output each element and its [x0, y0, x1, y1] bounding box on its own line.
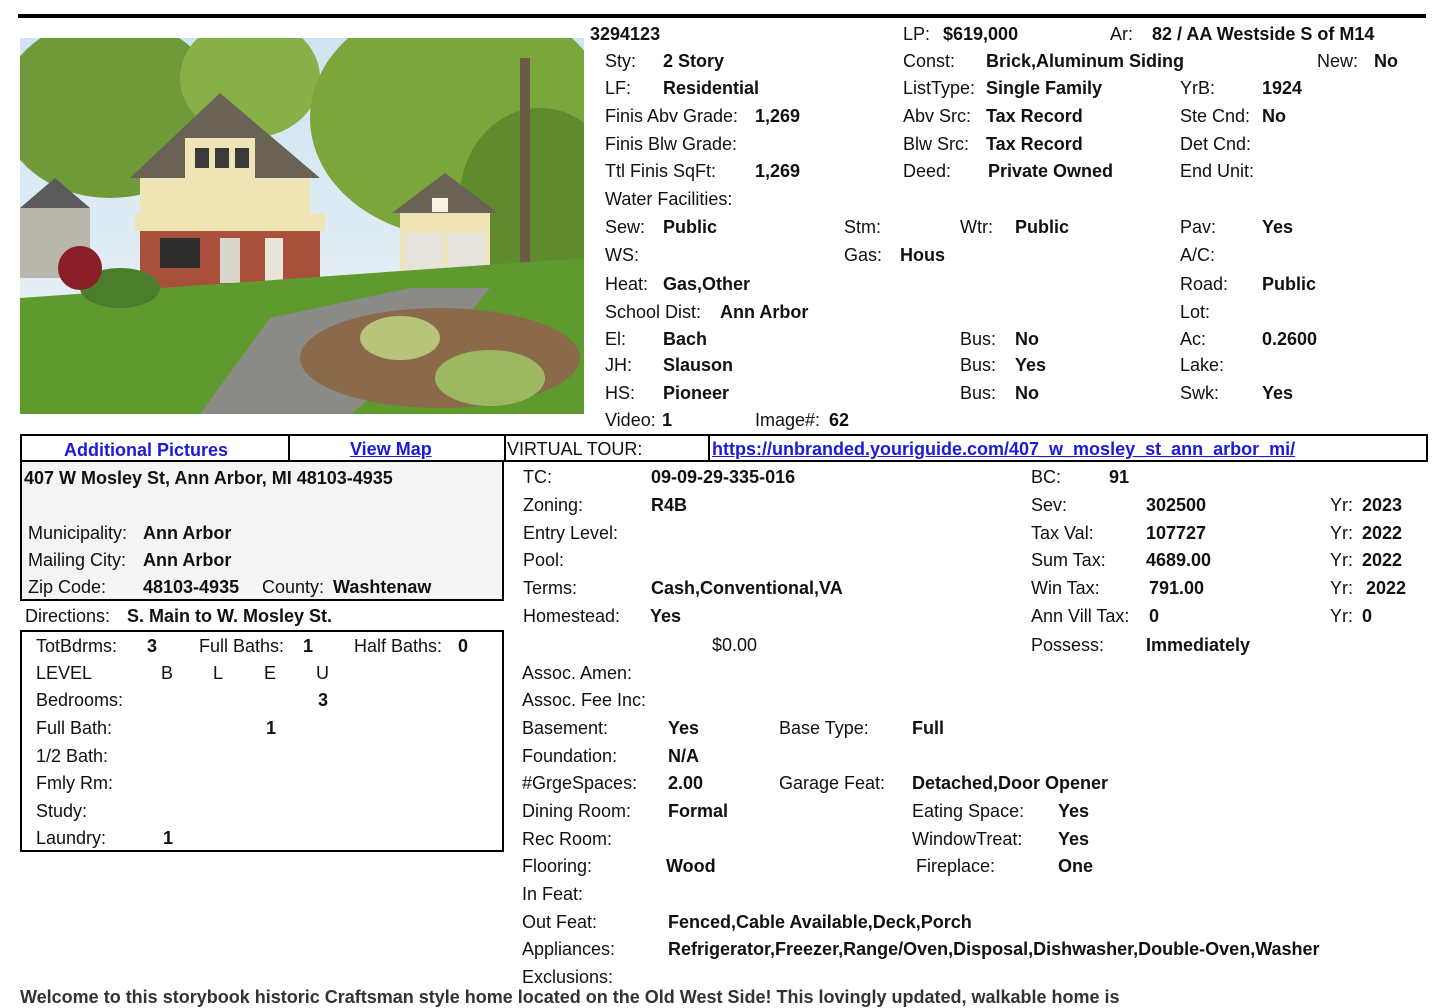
possess-value: Immediately	[1146, 635, 1251, 655]
basement-label: Basement:	[522, 718, 609, 738]
ar-label: Ar:	[1110, 24, 1134, 44]
tax-val-yr-value: 2022	[1362, 523, 1403, 543]
full-address: 407 W Mosley St, Ann Arbor, MI 48103-4935	[24, 468, 393, 488]
sev-value: 302500	[1146, 495, 1207, 515]
base-type-value: Full	[912, 718, 944, 738]
lf-label: LF:	[605, 78, 632, 98]
det-cnd-label: Det Cnd:	[1180, 134, 1252, 154]
halfbath-label: 1/2 Bath:	[36, 746, 109, 766]
zoning-label: Zoning:	[523, 495, 584, 515]
possess-label: Possess:	[1031, 635, 1105, 655]
end-unit-label: End Unit:	[1180, 161, 1255, 181]
bc-label: BC:	[1031, 467, 1062, 487]
win-tax-value: 791.00	[1149, 578, 1205, 598]
abv-src-value: Tax Record	[986, 106, 1083, 126]
yrb-label: YrB:	[1180, 78, 1216, 98]
sum-tax-value: 4689.00	[1146, 550, 1212, 570]
stm-label: Stm:	[844, 217, 882, 237]
fireplace-value: One	[1058, 856, 1094, 876]
finis-abv-value: 1,269	[755, 106, 801, 126]
eating-space-value: Yes	[1058, 801, 1090, 821]
view-map-link[interactable]: View Map	[350, 439, 432, 459]
directions-label: Directions:	[25, 606, 111, 626]
fullbaths-label: Full Baths:	[199, 636, 285, 656]
entry-level-label: Entry Level:	[523, 523, 619, 543]
blw-src-value: Tax Record	[986, 134, 1083, 154]
tax-val-yr-label: Yr:	[1330, 523, 1354, 543]
dining-room-value: Formal	[668, 801, 729, 821]
garage-feat-label: Garage Feat:	[779, 773, 886, 793]
laundry-label: Laundry:	[36, 828, 107, 848]
el-bus-label: Bus:	[960, 329, 997, 349]
window-treat-label: WindowTreat:	[912, 829, 1023, 849]
dining-room-label: Dining Room:	[522, 801, 632, 821]
rooms-panel	[20, 630, 504, 852]
ttl-finis-label: Ttl Finis SqFt:	[605, 161, 717, 181]
video-value: 1	[662, 410, 673, 430]
sty-value: 2 Story	[663, 51, 725, 71]
gas-value: Hous	[900, 245, 945, 265]
win-tax-yr-label: Yr:	[1330, 578, 1354, 598]
bc-value: 91	[1109, 467, 1130, 487]
in-feat-label: In Feat:	[522, 884, 584, 904]
level-e: E	[264, 663, 277, 683]
additional-pictures-link[interactable]: Additional Pictures	[64, 440, 229, 460]
top-rule	[18, 14, 1426, 18]
window-treat-value: Yes	[1058, 829, 1090, 849]
sev-label: Sev:	[1031, 495, 1068, 515]
flooring-value: Wood	[666, 856, 716, 876]
acres-value: 0.2600	[1262, 329, 1318, 349]
fullbaths-value: 1	[303, 636, 314, 656]
study-label: Study:	[36, 801, 88, 821]
jh-bus-value: Yes	[1015, 355, 1047, 375]
blw-src-label: Blw Src:	[903, 134, 970, 154]
exclusions-label: Exclusions:	[522, 967, 614, 987]
sev-yr-value: 2023	[1362, 495, 1403, 515]
const-value: Brick,Aluminum Siding	[986, 51, 1185, 71]
zoning-value: R4B	[651, 495, 688, 515]
new-label: New:	[1317, 51, 1359, 71]
fireplace-label: Fireplace:	[916, 856, 996, 876]
acres-label: Ac:	[1180, 329, 1207, 349]
video-label: Video:	[605, 410, 656, 430]
garage-feat-value: Detached,Door Opener	[912, 773, 1109, 793]
listtype-value: Single Family	[986, 78, 1103, 98]
virtual-tour-link[interactable]: https://unbranded.youriguide.com/407_w_mosley_st_ann_arbor_mi/	[712, 439, 1296, 459]
sev-yr-label: Yr:	[1330, 495, 1354, 515]
mailing-city-value: Ann Arbor	[143, 550, 232, 570]
swk-value: Yes	[1262, 383, 1294, 403]
out-feat-value: Fenced,Cable Available,Deck,Porch	[668, 912, 972, 932]
terms-value: Cash,Conventional,VA	[651, 578, 843, 598]
el-label: El:	[605, 329, 627, 349]
ste-cnd-label: Ste Cnd:	[1180, 106, 1251, 126]
listtype-label: ListType:	[903, 78, 976, 98]
ann-vill-tax-label: Ann Vill Tax:	[1031, 606, 1130, 626]
image-count-value: 62	[829, 410, 850, 430]
halfbaths-value: 0	[458, 636, 469, 656]
tax-val-value: 107727	[1146, 523, 1207, 543]
ws-label: WS:	[605, 245, 639, 265]
jh-label: JH:	[605, 355, 632, 375]
remarks-text: Welcome to this storybook historic Craftsman style home located on the Old West Side! This lovingly updated, walkable home is	[20, 987, 1120, 1007]
pav-label: Pav:	[1180, 217, 1217, 237]
road-label: Road:	[1180, 274, 1229, 294]
ac-label: A/C:	[1180, 245, 1216, 265]
lf-value: Residential	[663, 78, 760, 98]
road-value: Public	[1262, 274, 1317, 294]
ann-vill-yr-value: 0	[1362, 606, 1373, 626]
school-dist-value: Ann Arbor	[720, 302, 809, 322]
mailing-city-label: Mailing City:	[28, 550, 127, 570]
hs-label: HS:	[605, 383, 636, 403]
zip-value: 48103-4935	[143, 577, 240, 597]
county-label: County:	[262, 577, 325, 597]
fmlyrm-label: Fmly Rm:	[36, 773, 113, 793]
bedrooms-upper-value: 3	[318, 690, 329, 710]
fullbath-entry-value: 1	[266, 718, 277, 738]
image-count-label: Image#:	[755, 410, 821, 430]
level-l: L	[213, 663, 224, 683]
basement-value: Yes	[668, 718, 700, 738]
tax-val-label: Tax Val:	[1031, 523, 1094, 543]
flooring-label: Flooring:	[522, 856, 593, 876]
ann-vill-yr-label: Yr:	[1330, 606, 1354, 626]
foundation-label: Foundation:	[522, 746, 618, 766]
school-dist-label: School Dist:	[605, 302, 702, 322]
base-type-label: Base Type:	[779, 718, 869, 738]
link-bar-divider	[504, 436, 506, 460]
gas-label: Gas:	[844, 245, 883, 265]
zip-label: Zip Code:	[28, 577, 107, 597]
swk-label: Swk:	[1180, 383, 1220, 403]
appliances-value: Refrigerator,Freezer,Range/Oven,Disposal,Dishwasher,Double-Oven,Washer	[668, 939, 1320, 959]
abv-src-label: Abv Src:	[903, 106, 972, 126]
water-facilities-label: Water Facilities:	[605, 189, 733, 209]
jh-bus-label: Bus:	[960, 355, 997, 375]
ar-value: 82 / AA Westside S of M14	[1152, 24, 1375, 44]
laundry-basement-value: 1	[163, 828, 174, 848]
municipality-label: Municipality:	[28, 523, 128, 543]
foundation-value: N/A	[668, 746, 699, 766]
finis-abv-label: Finis Abv Grade:	[605, 106, 739, 126]
terms-label: Terms:	[523, 578, 577, 598]
ttl-finis-value: 1,269	[755, 161, 801, 181]
pav-value: Yes	[1262, 217, 1294, 237]
homestead-value: Yes	[650, 606, 682, 626]
hs-bus-label: Bus:	[960, 383, 997, 403]
rec-room-label: Rec Room:	[522, 829, 613, 849]
garage-spaces-label: #GrgeSpaces:	[522, 773, 638, 793]
appliances-label: Appliances:	[522, 939, 616, 959]
property-photo	[20, 38, 584, 414]
out-feat-label: Out Feat:	[522, 912, 598, 932]
sum-tax-yr-label: Yr:	[1330, 550, 1354, 570]
tc-label: TC:	[523, 467, 552, 487]
link-bar-divider	[288, 436, 290, 460]
finis-blw-label: Finis Blw Grade:	[605, 134, 738, 154]
assoc-fee-label: Assoc. Fee Inc:	[522, 690, 647, 710]
deed-label: Deed:	[903, 161, 952, 181]
const-label: Const:	[903, 51, 956, 71]
jh-value: Slauson	[663, 355, 734, 375]
wtr-label: Wtr:	[960, 217, 993, 237]
tc-value: 09-09-29-335-016	[651, 467, 796, 487]
deed-value: Private Owned	[988, 161, 1114, 181]
link-bar-divider	[708, 436, 710, 460]
lp-value: $619,000	[943, 24, 1019, 44]
lake-label: Lake:	[1180, 355, 1225, 375]
level-u: U	[316, 663, 329, 683]
totbdrms-label: TotBdrms:	[36, 636, 118, 656]
lot-label: Lot:	[1180, 302, 1211, 322]
bedrooms-label: Bedrooms:	[36, 690, 124, 710]
ann-vill-tax-value: 0	[1149, 606, 1160, 626]
virtual-tour-label: VIRTUAL TOUR:	[507, 439, 643, 459]
win-tax-label: Win Tax:	[1031, 578, 1100, 598]
heat-label: Heat:	[605, 274, 649, 294]
halfbaths-label: Half Baths:	[354, 636, 443, 656]
sum-tax-label: Sum Tax:	[1031, 550, 1106, 570]
directions-value: S. Main to W. Mosley St.	[127, 606, 333, 626]
ste-cnd-value: No	[1262, 106, 1286, 126]
el-bus-value: No	[1015, 329, 1039, 349]
homestead-label: Homestead:	[523, 606, 621, 626]
pool-label: Pool:	[523, 550, 565, 570]
municipality-value: Ann Arbor	[143, 523, 232, 543]
yrb-value: 1924	[1262, 78, 1303, 98]
fee-amount: $0.00	[712, 635, 758, 655]
win-tax-yr-value: 2022	[1366, 578, 1407, 598]
hs-bus-value: No	[1015, 383, 1039, 403]
new-value: No	[1374, 51, 1398, 71]
fullbath-label: Full Bath:	[36, 718, 113, 738]
sty-label: Sty:	[605, 51, 637, 71]
el-value: Bach	[663, 329, 708, 349]
sum-tax-yr-value: 2022	[1362, 550, 1403, 570]
eating-space-label: Eating Space:	[912, 801, 1025, 821]
county-value: Washtenaw	[333, 577, 432, 597]
sew-value: Public	[663, 217, 718, 237]
level-b: B	[161, 663, 174, 683]
lp-label: LP:	[903, 24, 931, 44]
garage-spaces-value: 2.00	[668, 773, 704, 793]
hs-value: Pioneer	[663, 383, 730, 403]
wtr-value: Public	[1015, 217, 1070, 237]
totbdrms-value: 3	[147, 636, 158, 656]
assoc-amen-label: Assoc. Amen:	[522, 663, 633, 683]
sew-label: Sew:	[605, 217, 646, 237]
mls-number: 3294123	[590, 24, 661, 44]
level-label: LEVEL	[36, 663, 93, 683]
heat-value: Gas,Other	[663, 274, 751, 294]
